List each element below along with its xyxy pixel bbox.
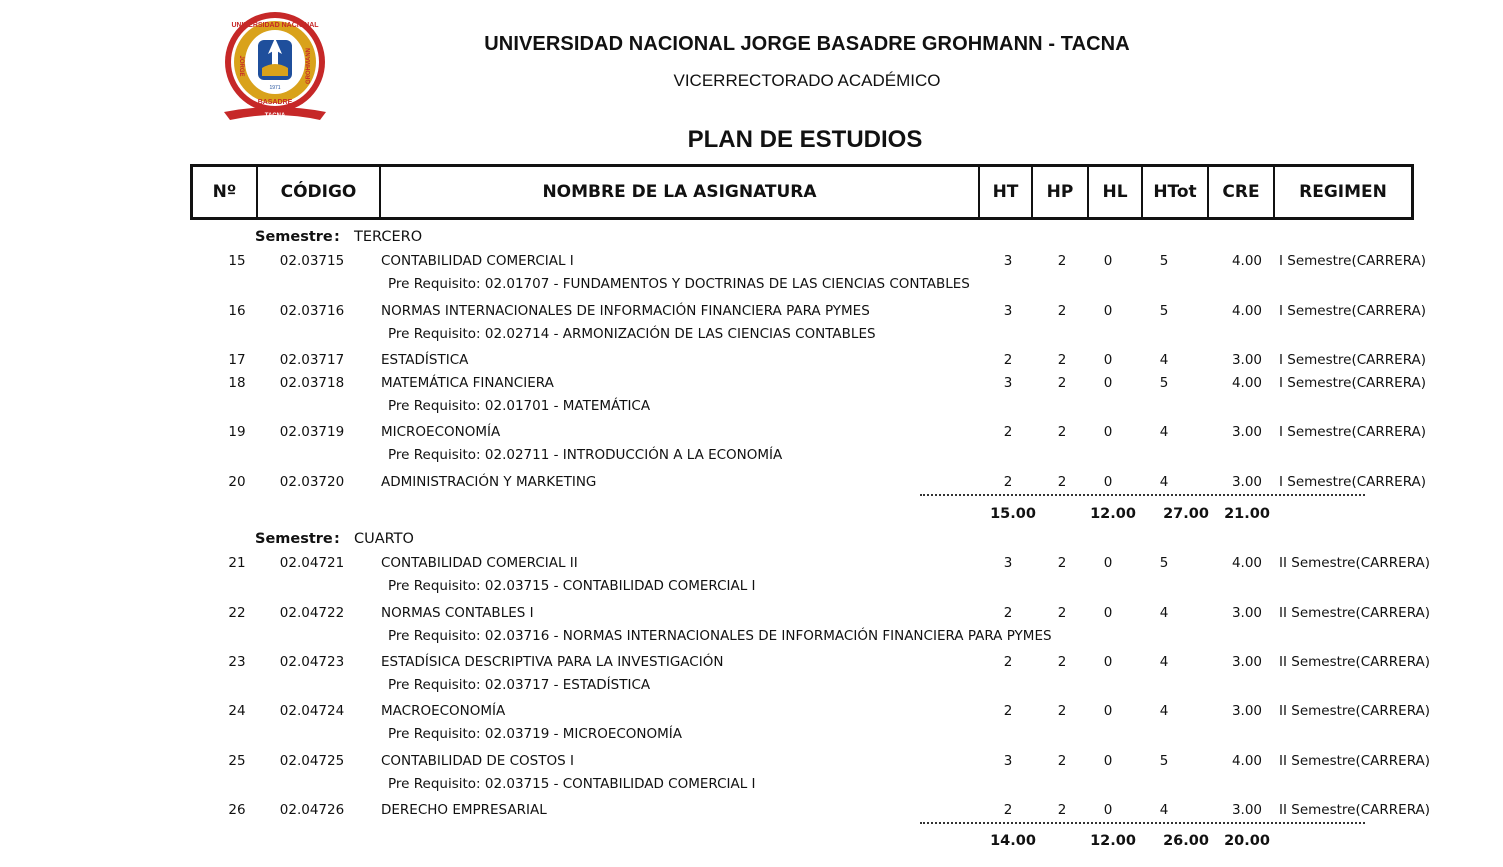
course-ht: 2 — [1003, 802, 1013, 818]
semester-name: TERCERO — [354, 229, 423, 245]
course-regimen: II Semestre(CARRERA) — [1279, 703, 1431, 719]
course-htot: 5 — [1159, 375, 1169, 391]
total-ht: 15.00 — [990, 506, 1036, 522]
course-htot: 4 — [1159, 474, 1169, 490]
course-htot: 4 — [1159, 352, 1169, 368]
course-ht: 2 — [1003, 474, 1013, 490]
course-regimen: II Semestre(CARRERA) — [1279, 753, 1431, 769]
course-name: ESTADÍSICA DESCRIPTIVA PARA LA INVESTIGACIÓN — [381, 654, 724, 670]
course-hp: 2 — [1057, 352, 1067, 368]
course-hl: 0 — [1103, 753, 1113, 769]
course-htot: 4 — [1159, 605, 1169, 621]
course-name: DERECHO EMPRESARIAL — [381, 802, 547, 818]
course-name: ADMINISTRACIÓN Y MARKETING — [381, 474, 597, 490]
course-hl: 0 — [1103, 555, 1113, 571]
course-name: CONTABILIDAD DE COSTOS I — [381, 753, 574, 769]
col-code-header: CÓDIGO — [258, 167, 381, 217]
course-hp: 2 — [1057, 375, 1067, 391]
svg-text:GROHMANN: GROHMANN — [306, 48, 312, 84]
course-credits: 3.00 — [1231, 424, 1262, 440]
course-credits: 4.00 — [1231, 753, 1262, 769]
course-hp: 2 — [1057, 424, 1067, 440]
course-credits: 3.00 — [1231, 474, 1262, 490]
semester-name: CUARTO — [354, 531, 414, 547]
course-ht: 3 — [1003, 253, 1013, 269]
course-code: 02.03716 — [279, 303, 345, 319]
course-hl: 0 — [1103, 703, 1113, 719]
semester-label: Semestre — [255, 531, 333, 547]
course-htot: 5 — [1159, 753, 1169, 769]
prerequisite-value: 02.03719 - MICROECONOMÍA — [484, 726, 682, 742]
document-title: PLAN DE ESTUDIOS — [687, 126, 923, 153]
course-number: 20 — [228, 474, 246, 490]
university-logo — [222, 10, 328, 122]
svg-text:TACNA: TACNA — [264, 113, 286, 119]
total-hp: 12.00 — [1090, 833, 1136, 849]
semester-separator: : — [334, 229, 340, 245]
col-num-header: Nº — [193, 167, 258, 217]
course-code: 02.04723 — [279, 654, 345, 670]
university-name: UNIVERSIDAD NACIONAL JORGE BASADRE GROHMANN - TACNA — [484, 33, 1130, 55]
course-credits: 4.00 — [1231, 303, 1262, 319]
course-hl: 0 — [1103, 474, 1113, 490]
course-number: 18 — [228, 375, 246, 391]
course-prerequisite — [388, 726, 682, 742]
course-regimen: I Semestre(CARRERA) — [1279, 474, 1427, 490]
course-credits: 3.00 — [1231, 802, 1262, 818]
course-number: 21 — [228, 555, 246, 571]
total-hp: 12.00 — [1090, 506, 1136, 522]
semester-separator: : — [334, 531, 340, 547]
course-htot: 4 — [1159, 654, 1169, 670]
col-htot-header: HTot — [1143, 167, 1209, 217]
prerequisite-value: 02.03715 - CONTABILIDAD COMERCIAL I — [484, 776, 756, 792]
col-regimen-header: REGIMEN — [1299, 182, 1387, 202]
course-number: 15 — [228, 253, 246, 269]
course-regimen: I Semestre(CARRERA) — [1279, 375, 1427, 391]
course-credits: 3.00 — [1231, 654, 1262, 670]
prerequisite-prefix: Pre Requisito: — [388, 776, 485, 792]
course-htot: 4 — [1159, 424, 1169, 440]
course-regimen: I Semestre(CARRERA) — [1279, 424, 1427, 440]
total-ht: 14.00 — [990, 833, 1036, 849]
col-cre-header: CRE — [1209, 167, 1275, 217]
svg-text:1971: 1971 — [269, 85, 281, 91]
totals-divider — [920, 822, 1365, 824]
prerequisite-prefix: Pre Requisito: — [388, 398, 485, 414]
course-hp: 2 — [1057, 753, 1067, 769]
course-name: NORMAS INTERNACIONALES DE INFORMACIÓN FINANCIERA PARA PYMES — [381, 303, 870, 319]
course-credits: 4.00 — [1231, 253, 1262, 269]
course-hp: 2 — [1057, 555, 1067, 571]
col-name-header: NOMBRE DE LA ASIGNATURA — [381, 167, 980, 217]
course-ht: 2 — [1003, 605, 1013, 621]
course-name: MATEMÁTICA FINANCIERA — [381, 375, 554, 391]
course-hp: 2 — [1057, 703, 1067, 719]
course-hl: 0 — [1103, 424, 1113, 440]
course-htot: 4 — [1159, 802, 1169, 818]
course-prerequisite — [388, 398, 650, 414]
course-regimen: I Semestre(CARRERA) — [1279, 352, 1427, 368]
course-ht: 3 — [1003, 303, 1013, 319]
course-number: 16 — [228, 303, 246, 319]
prerequisite-prefix: Pre Requisito: — [388, 677, 485, 693]
course-prerequisite — [388, 677, 650, 693]
course-regimen: II Semestre(CARRERA) — [1279, 605, 1431, 621]
course-regimen: II Semestre(CARRERA) — [1279, 654, 1431, 670]
course-ht: 2 — [1003, 654, 1013, 670]
course-hl: 0 — [1103, 605, 1113, 621]
course-credits: 4.00 — [1231, 375, 1262, 391]
course-credits: 4.00 — [1231, 555, 1262, 571]
course-number: 24 — [228, 703, 246, 719]
course-ht: 3 — [1003, 555, 1013, 571]
prerequisite-value: 02.01701 - MATEMÁTICA — [484, 398, 651, 414]
prerequisite-value: 02.03717 - ESTADÍSTICA — [484, 677, 651, 693]
course-hp: 2 — [1057, 253, 1067, 269]
course-credits: 3.00 — [1231, 605, 1262, 621]
course-hl: 0 — [1103, 375, 1113, 391]
prerequisite-prefix: Pre Requisito: — [388, 628, 485, 644]
course-hl: 0 — [1103, 352, 1113, 368]
prerequisite-value: 02.03715 - CONTABILIDAD COMERCIAL I — [484, 578, 756, 594]
prerequisite-value: 02.02714 - ARMONIZACIÓN DE LAS CIENCIAS CONTABLES — [484, 326, 876, 342]
course-hp: 2 — [1057, 654, 1067, 670]
course-regimen: I Semestre(CARRERA) — [1279, 253, 1427, 269]
course-regimen: II Semestre(CARRERA) — [1279, 555, 1431, 571]
course-ht: 2 — [1003, 352, 1013, 368]
office-name: VICERRECTORADO ACADÉMICO — [673, 71, 941, 90]
course-name: MICROECONOMÍA — [381, 424, 501, 440]
course-htot: 5 — [1159, 303, 1169, 319]
course-code: 02.04725 — [279, 753, 345, 769]
prerequisite-value: 02.01707 - FUNDAMENTOS Y DOCTRINAS DE LAS CIENCIAS CONTABLES — [484, 276, 970, 292]
course-regimen: I Semestre(CARRERA) — [1279, 303, 1427, 319]
course-ht: 2 — [1003, 424, 1013, 440]
course-name: CONTABILIDAD COMERCIAL II — [381, 555, 578, 571]
totals-divider — [920, 494, 1365, 496]
svg-text:JORGE: JORGE — [238, 55, 244, 77]
course-prerequisite — [388, 326, 876, 342]
course-hl: 0 — [1103, 253, 1113, 269]
course-name: NORMAS CONTABLES I — [381, 605, 534, 621]
total-credits: 20.00 — [1224, 833, 1270, 849]
prerequisite-prefix: Pre Requisito: — [388, 326, 485, 342]
col-hp-header: HP — [1033, 167, 1089, 217]
col-hl-header: HL — [1089, 167, 1143, 217]
prerequisite-prefix: Pre Requisito: — [388, 726, 485, 742]
course-htot: 4 — [1159, 703, 1169, 719]
course-code: 02.03720 — [279, 474, 345, 490]
course-code: 02.03718 — [279, 375, 345, 391]
course-ht: 2 — [1003, 703, 1013, 719]
total-htot: 27.00 — [1163, 506, 1209, 522]
prerequisite-prefix: Pre Requisito: — [388, 447, 485, 463]
course-name: CONTABILIDAD COMERCIAL I — [381, 253, 574, 269]
course-hp: 2 — [1057, 605, 1067, 621]
course-number: 17 — [228, 352, 246, 368]
course-htot: 5 — [1159, 253, 1169, 269]
course-code: 02.04721 — [279, 555, 345, 571]
course-code: 02.04726 — [279, 802, 345, 818]
course-number: 26 — [228, 802, 246, 818]
prerequisite-value: 02.02711 - INTRODUCCIÓN A LA ECONOMÍA — [484, 447, 783, 463]
course-number: 19 — [228, 424, 246, 440]
prerequisite-prefix: Pre Requisito: — [388, 578, 485, 594]
course-hp: 2 — [1057, 474, 1067, 490]
col-ht-header: HT — [980, 167, 1033, 217]
course-hp: 2 — [1057, 802, 1067, 818]
prerequisite-value: 02.03716 - NORMAS INTERNACIONALES DE INFORMACIÓN FINANCIERA PARA PYMES — [484, 628, 1052, 644]
course-code: 02.03717 — [279, 352, 345, 368]
table-header — [190, 164, 1414, 220]
course-prerequisite — [388, 447, 782, 463]
course-name: ESTADÍSTICA — [381, 352, 469, 368]
course-ht: 3 — [1003, 375, 1013, 391]
course-credits: 3.00 — [1231, 703, 1262, 719]
course-prerequisite — [388, 776, 756, 792]
semester-label: Semestre — [255, 229, 333, 245]
course-number: 23 — [228, 654, 246, 670]
svg-text:BASADRE: BASADRE — [257, 99, 293, 106]
course-code: 02.03715 — [279, 253, 345, 269]
course-prerequisite — [388, 628, 1052, 644]
prerequisite-prefix: Pre Requisito: — [388, 276, 485, 292]
course-ht: 3 — [1003, 753, 1013, 769]
course-credits: 3.00 — [1231, 352, 1262, 368]
course-hl: 0 — [1103, 654, 1113, 670]
total-htot: 26.00 — [1163, 833, 1209, 849]
course-number: 22 — [228, 605, 246, 621]
course-code: 02.04722 — [279, 605, 345, 621]
course-name: MACROECONOMÍA — [381, 703, 506, 719]
course-hl: 0 — [1103, 802, 1113, 818]
course-htot: 5 — [1159, 555, 1169, 571]
course-hp: 2 — [1057, 303, 1067, 319]
course-code: 02.03719 — [279, 424, 345, 440]
total-credits: 21.00 — [1224, 506, 1270, 522]
svg-text:UNIVERSIDAD NACIONAL: UNIVERSIDAD NACIONAL — [231, 22, 319, 29]
course-hl: 0 — [1103, 303, 1113, 319]
course-regimen: II Semestre(CARRERA) — [1279, 802, 1431, 818]
course-prerequisite — [388, 578, 756, 594]
course-number: 25 — [228, 753, 246, 769]
course-prerequisite — [388, 276, 970, 292]
course-code: 02.04724 — [279, 703, 345, 719]
